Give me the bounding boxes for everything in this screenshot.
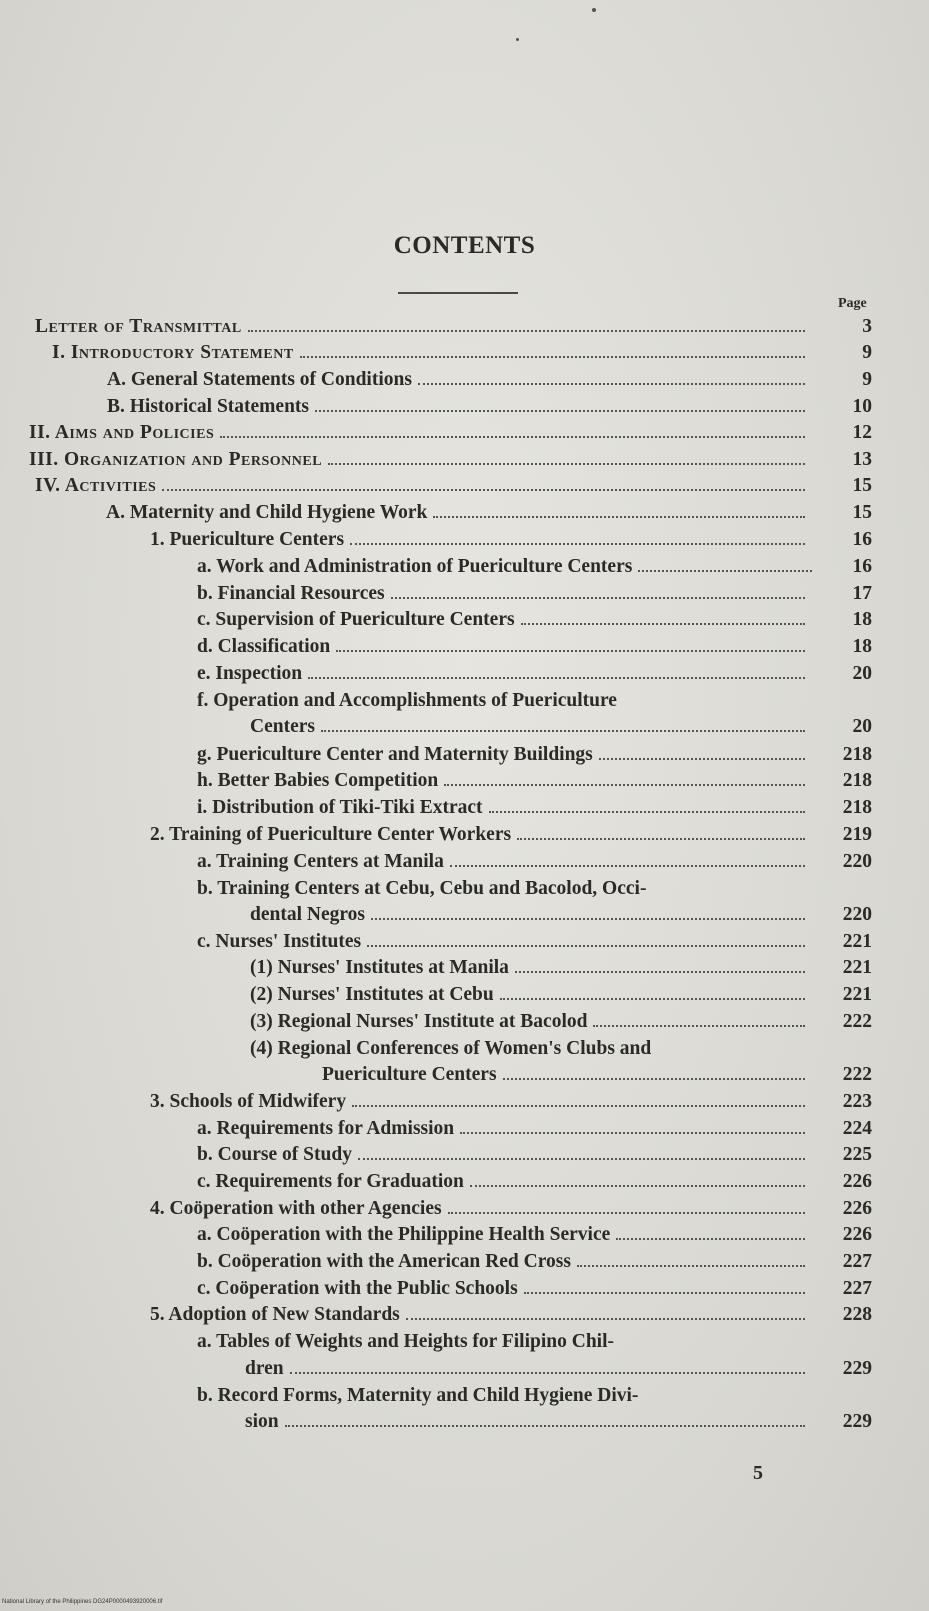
toc-entry (0, 1275, 929, 1302)
toc-entry-page: 225 (842, 1144, 872, 1165)
toc-entry-page: 228 (842, 1304, 872, 1325)
toc-entry-label: A. Maternity and Child Hygiene Work (106, 502, 428, 523)
toc-entry (0, 446, 929, 473)
toc-entry-label: b. Coöperation with the American Red Cross (197, 1251, 571, 1272)
toc-entry-page: 224 (842, 1118, 872, 1139)
toc-entry (0, 981, 929, 1008)
toc-entry-label: a. Requirements for Admission (197, 1118, 455, 1139)
toc-entry (0, 606, 929, 633)
toc-entry (0, 1061, 929, 1088)
toc-entry (0, 1088, 929, 1115)
toc-entry (0, 848, 929, 875)
toc-entry-label: Puericulture Centers (322, 1064, 497, 1085)
toc-entry-page: 220 (842, 904, 872, 925)
dot-leader (599, 758, 805, 760)
toc-entry-label: b. Course of Study (197, 1144, 352, 1165)
toc-entry-page: 229 (842, 1358, 872, 1379)
toc-entry (0, 419, 929, 446)
toc-entry-label: 4. Coöperation with other Agencies (150, 1198, 442, 1219)
dot-leader (300, 356, 805, 358)
toc-entry (0, 1168, 929, 1195)
toc-entry-page: 219 (842, 824, 872, 845)
dot-leader (577, 1265, 805, 1267)
toc-entry-label: a. Tables of Weights and Heights for Filipino Chil- (197, 1331, 614, 1352)
dot-leader (444, 784, 805, 786)
dot-leader (515, 971, 805, 973)
toc-entry-page: 218 (842, 797, 872, 818)
dot-leader (371, 918, 805, 920)
scan-footer: National Library of the Philippines DG24P0000493920006.tif (2, 1599, 163, 1605)
toc-entry-label: dren (245, 1358, 284, 1379)
dot-leader (503, 1078, 805, 1080)
toc-entry-page: 229 (842, 1411, 872, 1432)
toc-entry-page: 222 (842, 1011, 872, 1032)
toc-entry (0, 526, 929, 553)
toc-entry (0, 1301, 929, 1328)
toc-entry (0, 954, 929, 981)
toc-entry (0, 472, 929, 499)
toc-entry-label: 5. Adoption of New Standards (150, 1304, 400, 1325)
toc-entry-page: 15 (852, 475, 872, 496)
dot-leader (336, 650, 805, 652)
dot-leader (391, 597, 805, 599)
toc-entry-page: 16 (852, 556, 872, 577)
toc-entry-page: 3 (862, 316, 872, 337)
toc-entry-label: (1) Nurses' Institutes at Manila (250, 957, 509, 978)
toc-entry-label: A. General Statements of Conditions (107, 369, 412, 390)
toc-entry-label: i. Distribution of Tiki-Tiki Extract (197, 797, 483, 818)
toc-entry-page: 20 (852, 716, 872, 737)
toc-entry-label: III. Organization and Personnel (29, 449, 323, 470)
print-speck (592, 8, 596, 12)
dot-leader (285, 1425, 805, 1427)
dot-leader (450, 865, 805, 867)
toc-entry-page: 15 (852, 502, 872, 523)
toc-entry-label: b. Training Centers at Cebu, Cebu and Bacolod, Occi- (197, 878, 647, 899)
toc-entry-page: 221 (842, 931, 872, 952)
toc-entry-label: I. Introductory Statement (52, 342, 294, 363)
toc-entry-label: h. Better Babies Competition (197, 770, 439, 791)
toc-entry (0, 687, 929, 714)
toc-entry-label: c. Nurses' Institutes (197, 931, 362, 952)
toc-entry (0, 1382, 929, 1409)
toc-entry (0, 1355, 929, 1382)
toc-entry-label: b. Record Forms, Maternity and Child Hygiene Divi- (197, 1385, 639, 1406)
toc-entry-label: e. Inspection (197, 663, 303, 684)
toc-entry-label: Letter of Transmittal (35, 316, 242, 337)
toc-entry-page: 222 (842, 1064, 872, 1085)
toc-entry-page: 18 (852, 636, 872, 657)
toc-entry (0, 794, 929, 821)
toc-entry (0, 1195, 929, 1222)
dot-leader (358, 1158, 805, 1160)
toc-entry (0, 660, 929, 687)
toc-entry-label: II. Aims and Policies (29, 422, 215, 443)
dot-leader (308, 677, 805, 679)
toc-entry (0, 1035, 929, 1062)
toc-entry (0, 1115, 929, 1142)
toc-entry-label: a. Work and Administration of Puericulture Centers (197, 556, 633, 577)
dot-leader (350, 543, 805, 545)
dot-leader (418, 383, 805, 385)
toc-entry (0, 499, 929, 526)
dot-leader (220, 436, 805, 438)
dot-leader (248, 330, 805, 332)
dot-leader (367, 945, 805, 947)
toc-entry-page: 226 (842, 1171, 872, 1192)
toc-entry-page: 17 (852, 583, 872, 604)
toc-entry (0, 1141, 929, 1168)
print-speck (516, 38, 519, 41)
dot-leader (500, 998, 805, 1000)
toc-entry-page: 218 (842, 770, 872, 791)
toc-entry (0, 339, 929, 366)
toc-entry-label: a. Coöperation with the Philippine Health Service (197, 1224, 611, 1245)
toc-entry-page: 20 (852, 663, 872, 684)
toc-entry (0, 901, 929, 928)
toc-entry-label: B. Historical Statements (107, 396, 310, 417)
toc-entry (0, 821, 929, 848)
toc-entry-page: 13 (852, 449, 872, 470)
toc-entry (0, 633, 929, 660)
dot-leader (593, 1025, 805, 1027)
toc-entry-label: sion (245, 1411, 279, 1432)
dot-leader (524, 1292, 805, 1294)
toc-entry (0, 1248, 929, 1275)
dot-leader (517, 838, 805, 840)
toc-entry-page: 223 (842, 1091, 872, 1112)
toc-entry-label: c. Supervision of Puericulture Centers (197, 609, 515, 630)
toc-entry (0, 875, 929, 902)
toc-entry-label: g. Puericulture Center and Maternity Buildings (197, 744, 593, 765)
toc-entry-label: (3) Regional Nurses' Institute at Bacolod (250, 1011, 588, 1032)
dot-leader (321, 730, 805, 732)
toc-entry-label: f. Operation and Accomplishments of Puericulture (197, 690, 617, 711)
dot-leader (521, 623, 805, 625)
toc-entry (0, 1408, 929, 1435)
toc-entry (0, 1221, 929, 1248)
dot-leader (290, 1372, 805, 1374)
toc-entry-label: c. Coöperation with the Public Schools (197, 1278, 518, 1299)
dot-leader (352, 1105, 805, 1107)
toc-entry-page: 9 (862, 342, 872, 363)
toc-entry (0, 928, 929, 955)
toc-entry-page: 227 (842, 1251, 872, 1272)
toc-entry-label: c. Requirements for Graduation (197, 1171, 464, 1192)
toc-entry-label: (2) Nurses' Institutes at Cebu (250, 984, 494, 1005)
dot-leader (489, 811, 805, 813)
page-title: CONTENTS (393, 232, 536, 259)
toc-entry-page: 12 (852, 422, 872, 443)
toc-entry-label: b. Financial Resources (197, 583, 385, 604)
toc-entry-label: (4) Regional Conferences of Women's Clubs and (250, 1038, 652, 1059)
toc-entry (0, 1008, 929, 1035)
toc-entry-label: 2. Training of Puericulture Center Workers (150, 824, 512, 845)
dot-leader (406, 1318, 805, 1320)
dot-leader (162, 489, 805, 491)
toc-entry-label: 1. Puericulture Centers (150, 529, 345, 550)
dot-leader (638, 570, 812, 572)
toc-entry-page: 16 (852, 529, 872, 550)
toc-entry-page: 10 (852, 396, 872, 417)
toc-entry (0, 313, 929, 340)
toc-entry (0, 741, 929, 768)
toc-entry-page: 221 (842, 984, 872, 1005)
toc-entry-page: 226 (842, 1198, 872, 1219)
toc-entry (0, 366, 929, 393)
toc-entry-label: a. Training Centers at Manila (197, 851, 444, 872)
toc-entry-page: 18 (852, 609, 872, 630)
toc-entry (0, 767, 929, 794)
dot-leader (460, 1132, 805, 1134)
toc-entry-page: 9 (862, 369, 872, 390)
title-rule (398, 292, 518, 294)
page-column-header: Page (838, 296, 867, 311)
toc-entry-page: 221 (842, 957, 872, 978)
dot-leader (433, 516, 805, 518)
dot-leader (616, 1238, 805, 1240)
toc-entry-label: Centers (250, 716, 315, 737)
toc-entry (0, 1328, 929, 1355)
page-number: 5 (753, 1462, 763, 1484)
dot-leader (470, 1185, 805, 1187)
toc-entry-label: IV. Activities (35, 475, 157, 496)
toc-entry-page: 220 (842, 851, 872, 872)
toc-entry (0, 580, 929, 607)
toc-entry-label: d. Classification (197, 636, 331, 657)
toc-entry-label: 3. Schools of Midwifery (150, 1091, 347, 1112)
dot-leader (315, 410, 805, 412)
toc-entry-page: 226 (842, 1224, 872, 1245)
toc-entry (0, 393, 929, 420)
toc-entry-page: 218 (842, 744, 872, 765)
dot-leader (448, 1212, 805, 1214)
toc-entry-page: 227 (842, 1278, 872, 1299)
toc-entry-label: dental Negros (250, 904, 366, 925)
toc-entry (0, 713, 929, 740)
dot-leader (328, 463, 805, 465)
toc-entry (0, 553, 929, 580)
